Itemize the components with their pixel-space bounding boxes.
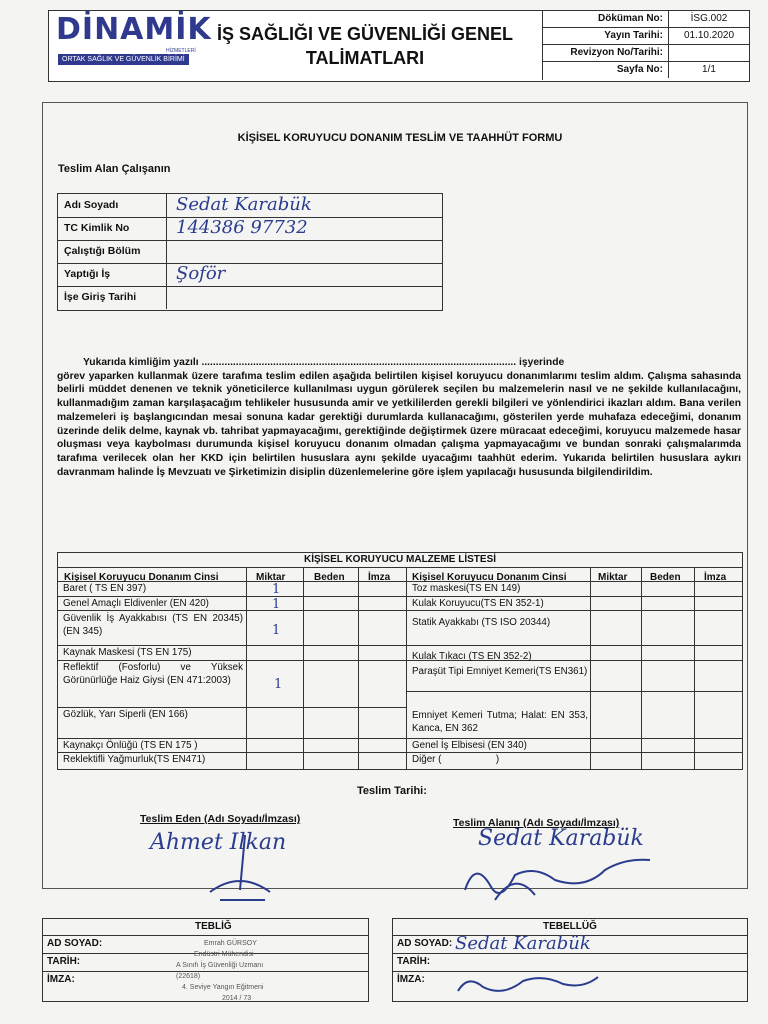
tebellug-caption: TEBELLÜĞ [543,921,597,932]
equipment-item: Baret ( TS EN 397) [63,583,147,594]
logo-tagline: ORTAK SAĞLIK VE GÜVENLİK BİRİMİ [58,54,189,65]
info-label: İşe Giriş Tarihi [64,291,137,303]
info-value-handwritten[interactable]: 144386 97732 [176,217,308,238]
meta-value: 1/1 [702,64,716,75]
equipment-item: Diğer ( ) [412,754,500,765]
meta-key: Revizyon No/Tarihi: [570,47,663,58]
equipment-table-caption: KİŞİSEL KORUYUCU MALZEME LİSTESİ [58,553,742,568]
equipment-item: Genel İş Elbisesi (EN 340) [412,740,527,751]
stamp-line: 4. Seviye Yangın Eğitmeni [182,984,264,991]
meta-row [543,27,749,45]
stamp-line: A Sınıfı İş Güvenliği Uzmanı (22618) [176,962,264,980]
meta-key: Sayfa No: [616,64,663,75]
meta-row [543,10,749,28]
col-header: İmza [704,572,727,583]
deliverer-label: Teslim Eden (Adı Soyadı/İmzası) [140,813,301,825]
field-label: AD SOYAD: [47,938,103,949]
field-label: AD SOYAD: [397,938,453,949]
paragraph-line: Yukarıda kimliğim yazılı .............................................................................................................. işyerinde [83,357,565,368]
equipment-item: Emniyet Kemeri Tutma; Halat: EN 353, Kanca, EN 362 [412,710,588,734]
meta-key: Yayın Tarihi: [604,30,663,41]
equipment-item: Reklektifli Yağmurluk(TS EN471) [63,754,206,765]
info-row [58,240,442,264]
meta-value: 01.10.2020 [683,30,735,41]
field-label: İMZA: [47,974,75,985]
deliverer-signature-name[interactable]: Ahmet Ilkan [150,830,287,855]
field-label: TARİH: [47,956,81,967]
info-label: TC Kimlik No [64,222,130,234]
col-header: Kişisel Koruyucu Donanım Cinsi [64,572,219,583]
info-value-handwritten[interactable]: Şoför [176,263,226,284]
field-label: İMZA: [397,974,425,985]
stamp-line: 2014 / 73 [222,995,252,1002]
col-header: Kişisel Koruyucu Donanım Cinsi [412,572,567,583]
col-header: Miktar [256,572,286,583]
form-title: KİŞİSEL KORUYUCU DONANIM TESLİM VE TAAHHÜT FORMU [237,132,563,144]
equipment-item: Paraşüt Tipi Emniyet Kemeri(TS EN361) [412,666,588,677]
equipment-item: Reflektif (Fosforlu) ve Yüksek Görünürlüğe Haiz Giysi (EN 471:2003) [63,662,243,686]
equipment-item: Kulak Tıkacı (TS EN 352-2) [412,651,532,662]
meta-row [543,44,749,62]
receiver-signature-name[interactable]: Sedat Karabük [478,826,644,851]
col-header: Miktar [598,572,628,583]
tebellug-name-handwritten[interactable]: Sedat Karabük [455,933,591,954]
info-label: Çalıştığı Bölüm [64,245,141,257]
employee-info-table [57,193,443,311]
company-logo [50,12,212,74]
tebellug-signature [453,969,603,999]
recipient-label: Teslim Alan Çalışanın [58,163,171,175]
paragraph-body: görev yaparken kullanmak üzere tarafıma teslim edilen aşağıda belirtilen kişisel koruyucu donanımlarımı teslim aldım. Çalışma sahasında belirli müddet denenen ve teknik yöneticilerce kullanılması uygun görülerek seçilen bu malzemelerin nasıl ve ne şekilde kullanılacağını, kullanmadığım zaman karşılaşacağım tehlikeler hususunda amir ve yetkililerden gerekli bilgileri ve yönlendirici ikazları aldım. Bana verilen malzemeleri iş başlangıcından mesai sonuna kadar gerektiği durumlarda kullanacağımı, gösterilen yerde muhafaza edeceğimi, donanım üzerinde delik delme, kaynak vb. tahribat yapmayacağımı, gerektiğinde değiştirmek üzere müracaat edeceğimi, koruyucu malzemede hasar oluşması veya kaybolması durumunda kişisel koruyucu donanım olmadan çalışma yapmayacağımı ve bundan sonraki çalışmalarımda tarafıma verilecek olan her KKD için belirtilen hususlara aynı şekilde uyacağımı taahhüt ederim. Yukarıda belirtilen hususlara aykırı davranmam halinde İş Mevzuatı ve Şirketimizin disiplin düzenlemelerine göre işlem yapılacağı hususunda bilgilendirildim. [57,370,741,478]
equipment-item: Kulak Koruyucu(TS EN 352-1) [412,598,544,609]
info-row [58,263,442,287]
col-header: Beden [314,572,345,583]
meta-value: İSG.002 [690,13,728,24]
equipment-item: Kaynak Maskesi (TS EN 175) [63,647,192,658]
teblig-caption: TEBLİĞ [195,921,232,932]
receiver-label: Teslim Alanın (Adı Soyadı/İmzası) [453,817,620,829]
quantity-mark[interactable]: 1 [274,677,283,692]
equipment-item: Gözlük, Yarı Siperli (EN 166) [63,709,188,720]
quantity-mark[interactable]: 1 [272,623,281,638]
info-row [58,217,442,241]
equipment-item: Güvenlik İş Ayakkabısı (TS EN 20345) (EN 345) [63,613,243,637]
info-value-handwritten[interactable]: Sedat Karabük [176,194,312,215]
stamp-line: Emrah GÜRSOY [204,940,257,947]
document-meta-table [542,10,749,80]
equipment-item: Statik Ayakkabı (TS ISO 20344) [412,617,551,628]
info-row [58,286,442,309]
stamp-line: Endüstri Mühendisi [194,951,254,958]
logo-word: DİNAMİK [56,12,212,47]
receiver-signature [455,850,655,910]
specialist-stamp [176,938,288,1000]
meta-key: Döküman No: [598,13,663,24]
tebellug-table [392,918,748,1002]
info-label: Adı Soyadı [64,199,119,211]
logo-small: HİZMETLERİ [166,48,196,54]
info-label: Yaptığı İş [64,268,111,280]
equipment-table [57,552,743,770]
document-title: İŞ SAĞLIĞI VE GÜVENLİĞİ GENEL TALİMATLARI [216,24,514,68]
info-row [58,194,442,218]
col-header: İmza [368,572,391,583]
quantity-mark[interactable]: 1 [272,597,281,612]
field-label: TARİH: [397,956,431,967]
meta-row [543,61,749,78]
deliverer-signature [190,830,310,910]
quantity-mark[interactable]: 1 [272,582,281,597]
commitment-paragraph [57,356,741,479]
equipment-item: Genel Amaçlı Eldivenler (EN 420) [63,598,209,609]
equipment-item: Toz maskesi(TS EN 149) [412,583,521,594]
equipment-item: Kaynakçı Önlüğü (TS EN 175 ) [63,740,198,751]
delivery-date-label: Teslim Tarihi: [357,785,427,797]
col-header: Beden [650,572,681,583]
